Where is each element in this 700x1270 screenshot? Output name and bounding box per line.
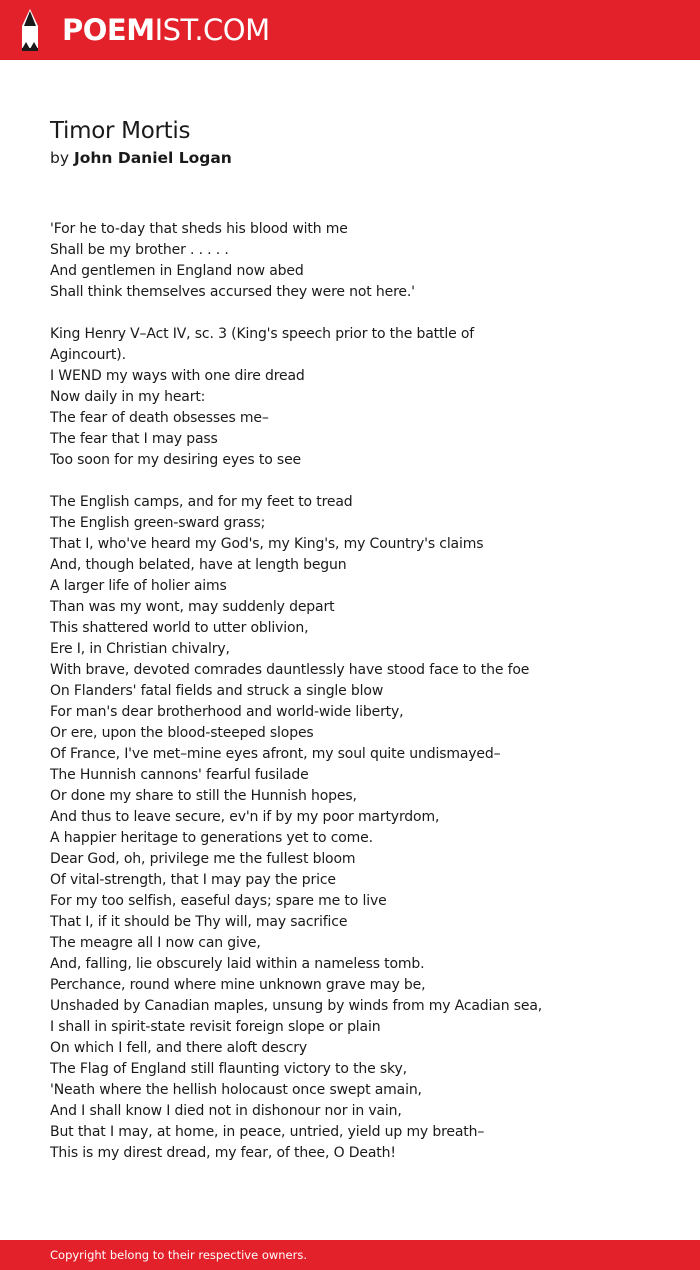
poem-line: And, falling, lie obscurely laid within a nameless tomb.: [50, 956, 425, 972]
poem-body: [50, 219, 660, 1164]
poem-byline: [50, 148, 232, 168]
poem-line: 'Neath where the hellish holocaust once swept amain,: [50, 1082, 422, 1098]
poem-line: Shall think themselves accursed they were not here.': [50, 284, 415, 300]
poem-line: The fear of death obsesses me–: [50, 410, 269, 426]
poem-line: This is my direst dread, my fear, of thee, O Death!: [50, 1145, 396, 1161]
poem-line: The Hunnish cannons' fearful fusilade: [50, 767, 309, 783]
poem-line: With brave, devoted comrades dauntlessly have stood face to the foe: [50, 662, 530, 678]
poem-line: The English green-sward grass;: [50, 515, 266, 531]
copyright-text: Copyright belong to their respective owners.: [50, 1248, 308, 1262]
by-label: by: [50, 149, 70, 167]
poem-line: And gentlemen in England now abed: [50, 263, 304, 279]
poem-line: And thus to leave secure, ev'n if by my poor martyrdom,: [50, 809, 440, 825]
poem-line: Agincourt).: [50, 347, 126, 363]
poem-line: That I, who've heard my God's, my King's, my Country's claims: [50, 536, 484, 552]
poem-line: Or done my share to still the Hunnish hopes,: [50, 788, 357, 804]
poem-line: A larger life of holier aims: [50, 578, 227, 594]
poem-line: Now daily in my heart:: [50, 389, 206, 405]
poem-line: And, though belated, have at length begun: [50, 557, 347, 573]
poem-line: Or ere, upon the blood-steeped slopes: [50, 725, 314, 741]
poem-title: Timor Mortis: [50, 118, 191, 144]
poem-line: This shattered world to utter oblivion,: [50, 620, 309, 636]
poem-line: That I, if it should be Thy will, may sacrifice: [50, 914, 348, 930]
poem-line: The English camps, and for my feet to tread: [50, 494, 353, 510]
poem-line: The Flag of England still flaunting victory to the sky,: [50, 1061, 407, 1077]
poem-line: I shall in spirit-state revisit foreign slope or plain: [50, 1019, 381, 1035]
poem-line: A happier heritage to generations yet to come.: [50, 830, 373, 846]
site-footer: [0, 1240, 700, 1270]
poem-line: 'For he to-day that sheds his blood with me: [50, 221, 348, 237]
poem-line: I WEND my ways with one dire dread: [50, 368, 305, 384]
poem-line: Than was my wont, may suddenly depart: [50, 599, 335, 615]
author-link[interactable]: John Daniel Logan: [73, 149, 232, 167]
poem-line: Of France, I've met–mine eyes afront, my soul quite undismayed–: [50, 746, 501, 762]
poem-line: Dear God, oh, privilege me the fullest bloom: [50, 851, 356, 867]
poem-line: The meagre all I now can give,: [50, 935, 261, 951]
stanza-break: [50, 303, 660, 324]
poem-header: [50, 116, 232, 168]
logo-light-text: IST.COM: [154, 13, 270, 47]
poem-line: Unshaded by Canadian maples, unsung by winds from my Acadian sea,: [50, 998, 543, 1014]
site-logo[interactable]: [62, 13, 270, 47]
poem-line: Perchance, round where mine unknown grave may be,: [50, 977, 426, 993]
poem-line: Too soon for my desiring eyes to see: [50, 452, 301, 468]
logo-bold-text: POEM: [62, 13, 155, 47]
pen-nib-icon[interactable]: [18, 9, 42, 51]
poem-line: But that I may, at home, in peace, untried, yield up my breath–: [50, 1124, 485, 1140]
poem-line: Ere I, in Christian chivalry,: [50, 641, 230, 657]
poem-line: For man's dear brotherhood and world-wide liberty,: [50, 704, 404, 720]
poem-line: On which I fell, and there aloft descry: [50, 1040, 307, 1056]
poem-line: Shall be my brother . . . . .: [50, 242, 229, 258]
poem-line: King Henry V–Act IV, sc. 3 (King's speech prior to the battle of: [50, 326, 475, 342]
poem-line: Of vital-strength, that I may pay the price: [50, 872, 336, 888]
stanza-break: [50, 471, 660, 492]
poem-line: And I shall know I died not in dishonour nor in vain,: [50, 1103, 402, 1119]
site-header: [0, 0, 700, 60]
poem-line: On Flanders' fatal fields and struck a single blow: [50, 683, 384, 699]
poem-line: For my too selfish, easeful days; spare me to live: [50, 893, 387, 909]
poem-line: The fear that I may pass: [50, 431, 218, 447]
